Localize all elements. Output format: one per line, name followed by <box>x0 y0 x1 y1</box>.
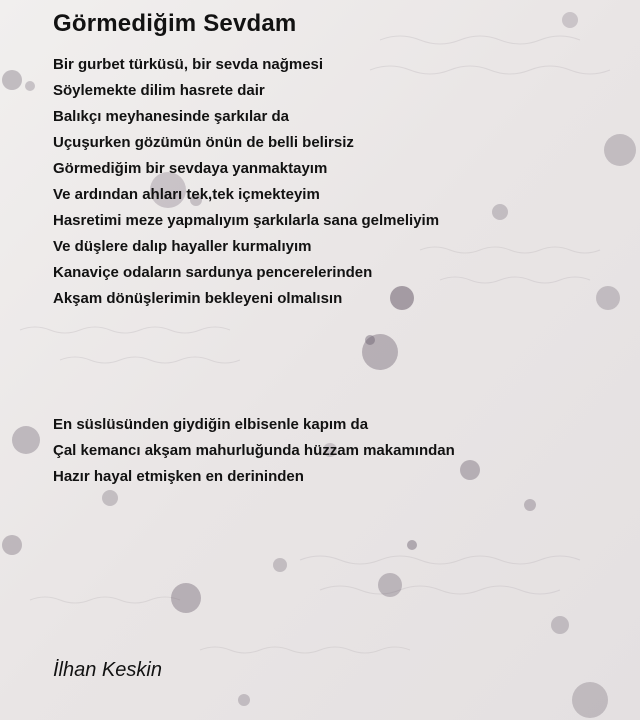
stanza-1 <box>53 52 439 312</box>
poem-line: En süslüsünden giydiğin elbisenle kapım da <box>53 416 369 433</box>
poem-title: Görmediğim Sevdam <box>53 10 297 37</box>
stanza-2 <box>53 412 455 490</box>
poem-line: Çal kemancı akşam mahurluğunda hüzzam makamından <box>53 442 455 459</box>
poem-line: Balıkçı meyhanesinde şarkılar da <box>53 108 289 125</box>
poem-line: Hazır hayal etmişken en derininden <box>53 468 304 485</box>
poem-line: Bir gurbet türküsü, bir sevda nağmesi <box>53 56 324 73</box>
poem-line: Uçuşurken gözümün önün de belli belirsiz <box>53 134 354 151</box>
poem-line: Söylemekte dilim hasrete dair <box>53 82 265 99</box>
poem-author: İlhan Keskin <box>53 659 162 681</box>
poem-line: Görmediğim bir sevdaya yanmaktayım <box>53 160 328 177</box>
poem-line: Ve ardından ahları tek,tek içmekteyim <box>53 186 320 203</box>
poem-line: Kanaviçe odaların sardunya pencerelerinden <box>53 264 373 281</box>
poem-line: Ve düşlere dalıp hayaller kurmalıyım <box>53 238 312 255</box>
poem-line: Akşam dönüşlerimin bekleyeni olmalısın <box>53 290 343 307</box>
poem-line: Hasretimi meze yapmalıyım şarkılarla sana gelmeliyim <box>53 212 440 229</box>
